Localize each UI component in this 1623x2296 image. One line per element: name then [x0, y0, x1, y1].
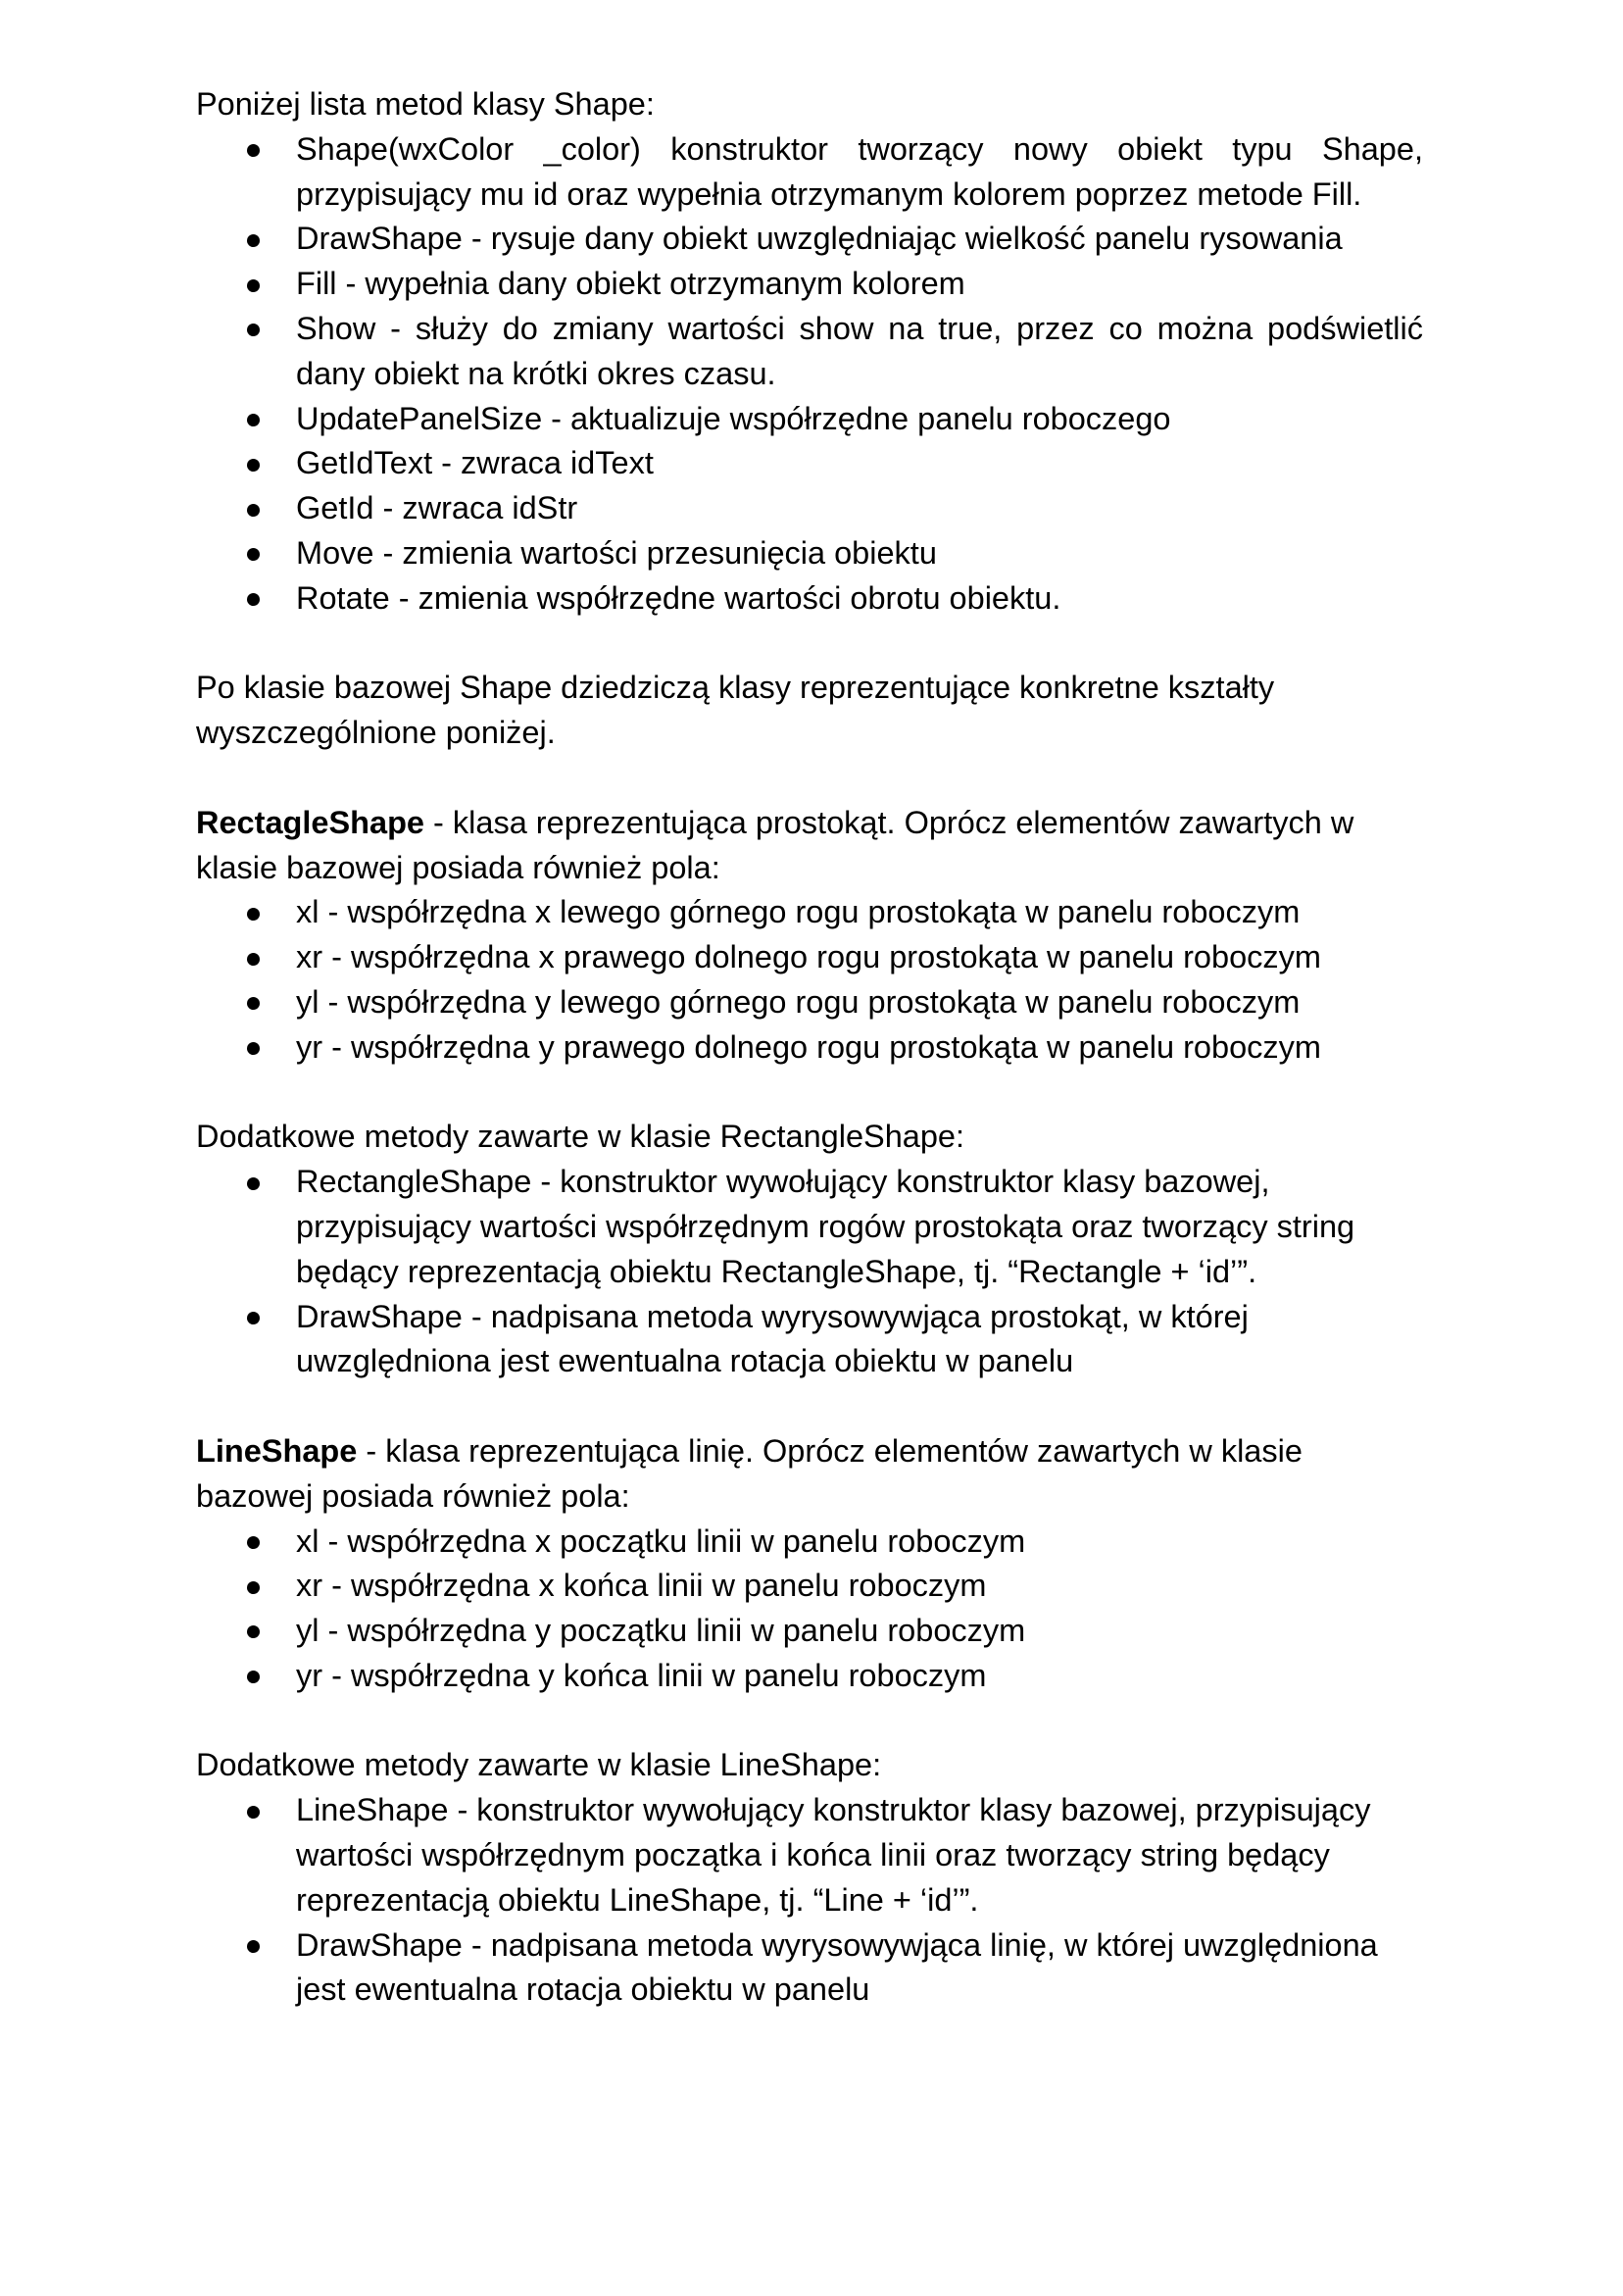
intro-text: Poniżej lista metod klasy Shape: — [196, 86, 655, 122]
class-name-line: LineShape — [196, 1432, 358, 1469]
document-page — [196, 82, 1423, 2013]
bullet-icon — [247, 980, 267, 1025]
bullet-icon — [247, 935, 267, 980]
bullet-icon — [247, 1025, 267, 1071]
list-item: GetId - zwraca idStr — [196, 486, 1423, 531]
line-intro: LineShape - klasa reprezentująca linię. Oprócz elementów zawartych w klasie bazowej posiada również pola: — [196, 1432, 1303, 1514]
list-item: Move - zmienia wartości przesunięcia obiektu — [196, 531, 1423, 576]
rectangle-methods-list — [196, 1160, 1397, 1384]
class-name-rectangle: RectagleShape — [196, 804, 425, 840]
line-methods-heading: Dodatkowe metody zawarte w klasie LineShape: — [196, 1747, 882, 1783]
rectangle-intro: RectagleShape - klasa reprezentująca prostokąt. Oprócz elementów zawartych w klasie bazowej posiada również pola: — [196, 804, 1354, 885]
list-item: xl - współrzędna x lewego górnego rogu prostokąta w panelu roboczym — [196, 890, 1423, 935]
bullet-icon — [247, 486, 267, 531]
bullet-icon — [247, 1609, 267, 1654]
list-item: Fill - wypełnia dany obiekt otrzymanym kolorem — [196, 262, 1423, 307]
bullet-icon — [247, 1295, 267, 1340]
list-item: Shape(wxColor _color) konstruktor tworzący nowy obiekt typu Shape, przypisujący mu id oraz wypełnia otrzymanym kolorem poprzez metode Fill. — [196, 127, 1423, 218]
list-item: xl - współrzędna x początku linii w panelu roboczym — [196, 1520, 1423, 1565]
list-item: yr - współrzędna y końca linii w panelu roboczym — [196, 1654, 1423, 1699]
list-item: DrawShape - rysuje dany obiekt uwzględniając wielkość panelu rysowania — [196, 217, 1423, 262]
list-item: UpdatePanelSize - aktualizuje współrzędne panelu roboczego — [196, 397, 1423, 442]
list-item: yl - współrzędna y początku linii w panelu roboczym — [196, 1609, 1423, 1654]
list-item: yl - współrzędna y lewego górnego rogu prostokąta w panelu roboczym — [196, 980, 1423, 1025]
list-item: DrawShape - nadpisana metoda wyrysowywjąca prostokąt, w której uwzględniona jest ewentualna rotacja obiektu w panelu — [196, 1295, 1335, 1385]
line-fields-list — [196, 1520, 1423, 1699]
bullet-icon — [247, 1654, 267, 1699]
bullet-icon — [247, 262, 267, 307]
rectangle-methods-heading: Dodatkowe metody zawarte w klasie RectangleShape: — [196, 1119, 965, 1155]
bullet-icon — [247, 1788, 267, 1833]
bullet-icon — [247, 1160, 267, 1205]
list-item: xr - współrzędna x końca linii w panelu roboczym — [196, 1564, 1423, 1609]
bullet-icon — [247, 127, 267, 173]
list-item: yr - współrzędna y prawego dolnego rogu prostokąta w panelu roboczym — [196, 1025, 1423, 1071]
bullet-icon — [247, 397, 267, 442]
bullet-icon — [247, 1923, 267, 1969]
list-item: Rotate - zmienia współrzędne wartości obrotu obiektu. — [196, 576, 1423, 622]
shape-methods-list — [196, 127, 1423, 622]
bullet-icon — [247, 217, 267, 262]
list-item: LineShape - konstruktor wywołujący konstruktor klasy bazowej, przypisujący wartości współrzędnym początka i końca linii oraz tworzący string będący reprezentacją obiektu LineShape, tj. “Line + ‘id’”. — [196, 1788, 1421, 1922]
bullet-icon — [247, 441, 267, 486]
bullet-icon — [247, 576, 267, 622]
bullet-icon — [247, 531, 267, 576]
list-item: xr - współrzędna x prawego dolnego rogu prostokąta w panelu roboczym — [196, 935, 1423, 980]
list-item: DrawShape - nadpisana metoda wyrysowywjąca linię, w której uwzględniona jest ewentualna rotacja obiektu w panelu — [196, 1923, 1421, 2014]
line-methods-list — [196, 1788, 1421, 2013]
list-item: GetIdText - zwraca idText — [196, 441, 1423, 486]
rectangle-fields-list — [196, 890, 1423, 1070]
list-item: RectangleShape - konstruktor wywołujący konstruktor klasy bazowej, przypisujący wartości współrzędnym rogów prostokąta oraz tworzący string będący reprezentacją obiektu RectangleShape, tj. “Rectangle + ‘id’”. — [196, 1160, 1397, 1294]
list-item: Show - służy do zmiany wartości show na true, przez co można podświetlić dany obiekt na krótki okres czasu. — [196, 307, 1423, 397]
bullet-icon — [247, 1564, 267, 1609]
bullet-icon — [247, 307, 267, 352]
inherit-paragraph: Po klasie bazowej Shape dziedziczą klasy reprezentujące konkretne kształty wyszczególnione poniżej. — [196, 670, 1275, 751]
bullet-icon — [247, 890, 267, 935]
bullet-icon — [247, 1520, 267, 1565]
